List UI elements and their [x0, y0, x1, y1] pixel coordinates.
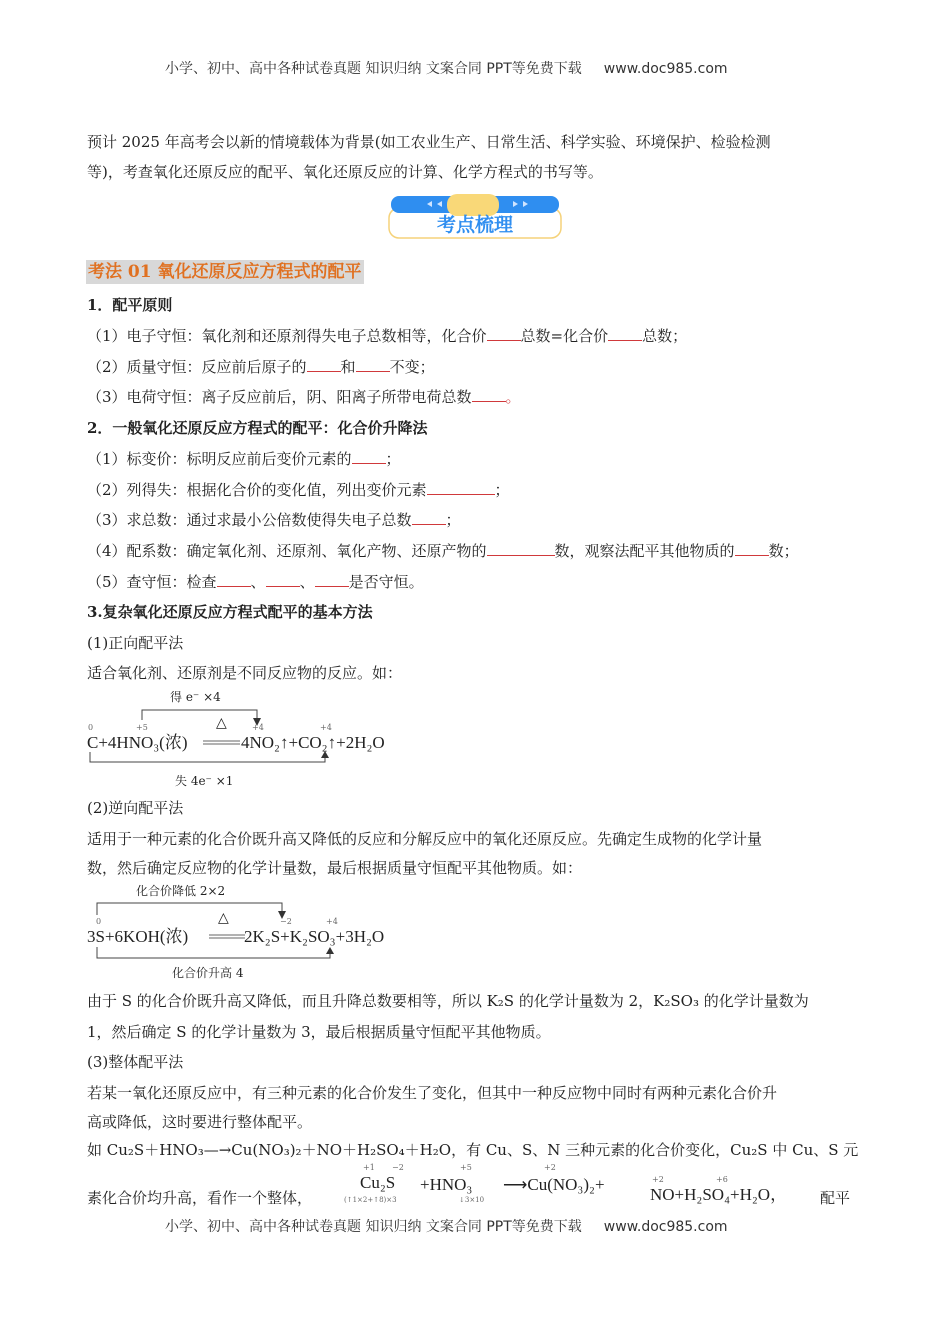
- method-1-title: (1)正向配平法: [87, 634, 184, 652]
- blank[interactable]: [735, 541, 769, 556]
- method-2-desc-2: 数，然后确定反应物的化学计量数，最后根据质量守恒配平其他物质。如：: [87, 859, 583, 877]
- s2-line-1: （1）标变价：标明反应前后变价元素的 ；: [87, 450, 401, 468]
- s2-line-3: （3）求总数：通过求最小公倍数使得失电子总数 ；: [87, 511, 461, 529]
- page-footer: [165, 1216, 728, 1236]
- blank[interactable]: [412, 510, 446, 525]
- blank[interactable]: [352, 449, 386, 464]
- oxidation-state: +2: [652, 1175, 664, 1184]
- blank[interactable]: [217, 572, 251, 587]
- valence-increase-label: 化合价升高 4: [172, 966, 244, 980]
- oxidation-state: −2: [280, 917, 292, 926]
- method-3-desc-1: 若某一氧化还原反应中，有三种元素的化合价发生了变化，但其中一种反应物中同时有两种元素化合价升: [87, 1084, 778, 1102]
- blank[interactable]: [487, 326, 521, 341]
- s2-line-5: （5）查守恒：检查 、 、 是否守恒。: [87, 573, 424, 591]
- oxidation-state: 0: [88, 723, 94, 732]
- hno3-note: ↓3×10: [459, 1196, 485, 1204]
- method-2-title: (2)逆向配平法: [87, 799, 184, 817]
- blank[interactable]: [266, 572, 300, 587]
- s1-title: 1．配平原则: [87, 296, 173, 314]
- intro-line-1: 预计 2025 年高考会以新的情境载体为背景(如工农业生产、日常生活、科学实验、环境保护、检验检测: [87, 133, 771, 151]
- section-title: 考法 01 氧化还原反应方程式的配平: [88, 262, 362, 282]
- s3-title: 3.复杂氧化还原反应方程式配平的基本方法: [87, 603, 373, 621]
- s2-line-4: （4）配系数：确定氧化剂、还原剂、氧化产物、还原产物的 数，观察法配平其他物质的 数；: [87, 542, 799, 560]
- s1-line-3: （3）电荷守恒：离子反应前后，阴、阳离子所带电荷总数 。: [87, 388, 521, 406]
- hno3-term: +HNO₃: [420, 1175, 473, 1194]
- intro-line-2: 等)，考查氧化还原反应的配平、氧化还原反应的计算、化学方程式的书写等。: [87, 163, 603, 181]
- s1-line-1: （1）电子守恒：氧化剂和还原剂得失电子总数相等，化合价 总数=化合价 总数；: [87, 327, 688, 345]
- method-3-example: 如 Cu₂S＋HNO₃—→Cu(NO₃)₂＋NO＋H₂SO₄＋H₂O，有 Cu、S、N 三种元素的化合价变化，Cu₂S 中 Cu、S 元: [87, 1141, 859, 1159]
- method-2-desc-1: 适用于一种元素的化合价既升高又降低的反应和分解反应中的氧化还原反应。先确定生成物的化学计量: [87, 830, 763, 848]
- s2-line-2: （2）列得失：根据化合价的变化值，列出变价元素 ；: [87, 481, 510, 499]
- method-2-expl-2: 1，然后确定 S 的化学计量数为 3，最后根据质量守恒配平其他物质。: [87, 1023, 551, 1041]
- oxidation-state: +1: [363, 1163, 375, 1172]
- lose-electron-label: 失 4e⁻ ×1: [175, 774, 234, 788]
- header-url[interactable]: www.doc985.com: [603, 61, 728, 77]
- method-2-expl-1: 由于 S 的化合价既升高又降低，而且升降总数要相等，所以 K₂S 的化学计量数为 2，K₂SO₃ 的化学计量数为: [87, 992, 809, 1010]
- oxidation-state: +5: [460, 1163, 472, 1172]
- oxidation-state: 0: [96, 917, 102, 926]
- banner-title: 考点梳理: [436, 214, 513, 236]
- blank[interactable]: [472, 387, 506, 402]
- heat-condition: △: [218, 911, 229, 926]
- blank[interactable]: [307, 357, 341, 372]
- header-text: 小学、初中、高中各种试卷真题 知识归纳 文案合同 PPT等免费下载: [165, 61, 582, 77]
- cu2s-term: Cu₂S: [360, 1173, 396, 1192]
- method-3-last-post: 配平: [820, 1189, 851, 1207]
- oxidation-state: +4: [326, 917, 338, 926]
- blank[interactable]: [427, 480, 495, 495]
- oxidation-state: −2: [392, 1163, 404, 1172]
- heat-condition: △: [216, 716, 227, 731]
- s2-title: 2．一般氧化还原反应方程式的配平：化合价升降法: [87, 419, 428, 437]
- method-1-desc: 适合氧化剂、还原剂是不同反应物的反应。如：: [87, 664, 403, 682]
- cu-nitrate-term: ⟶Cu(NO₃)₂+: [503, 1175, 605, 1194]
- blank[interactable]: [315, 572, 349, 587]
- method-3-desc-2: 高或降低，这时要进行整体配平。: [87, 1113, 313, 1131]
- footer-url[interactable]: www.doc985.com: [603, 1219, 728, 1235]
- products-term: NO+H₂SO₄+H₂O，: [650, 1185, 788, 1204]
- gain-electron-label: 得 e⁻ ×4: [170, 690, 221, 704]
- oxidation-state: +5: [136, 723, 148, 732]
- page-header: [165, 58, 728, 78]
- equation-2-lhs: 3S+6KOH(浓): [87, 927, 189, 946]
- cu2s-note: (↑1×2+↑8)×3: [344, 1196, 397, 1204]
- blank[interactable]: [487, 541, 555, 556]
- oxidation-state: +2: [544, 1163, 556, 1172]
- equation-1-lhs: C+4HNO₃(浓): [87, 733, 188, 752]
- oxidation-state: +6: [716, 1175, 728, 1184]
- s1-line-2: （2）质量守恒：反应前后原子的 和 不变；: [87, 358, 435, 376]
- method-3-title: (3)整体配平法: [87, 1053, 184, 1071]
- method-3-last-pre: 素化合价均升高，看作一个整体，: [87, 1189, 313, 1207]
- blank[interactable]: [608, 326, 642, 341]
- blank[interactable]: [356, 357, 390, 372]
- equation-1-rhs: 4NO₂↑+CO₂↑+2H₂O: [241, 733, 385, 752]
- footer-text: 小学、初中、高中各种试卷真题 知识归纳 文案合同 PPT等免费下载: [165, 1219, 582, 1235]
- oxidation-state: +4: [252, 723, 264, 732]
- equation-2-rhs: 2K₂S+K₂SO₃+3H₂O: [244, 927, 385, 946]
- section-banner: [387, 194, 563, 240]
- oxidation-state: +4: [320, 723, 332, 732]
- valence-decrease-label: 化合价降低 2×2: [136, 884, 226, 898]
